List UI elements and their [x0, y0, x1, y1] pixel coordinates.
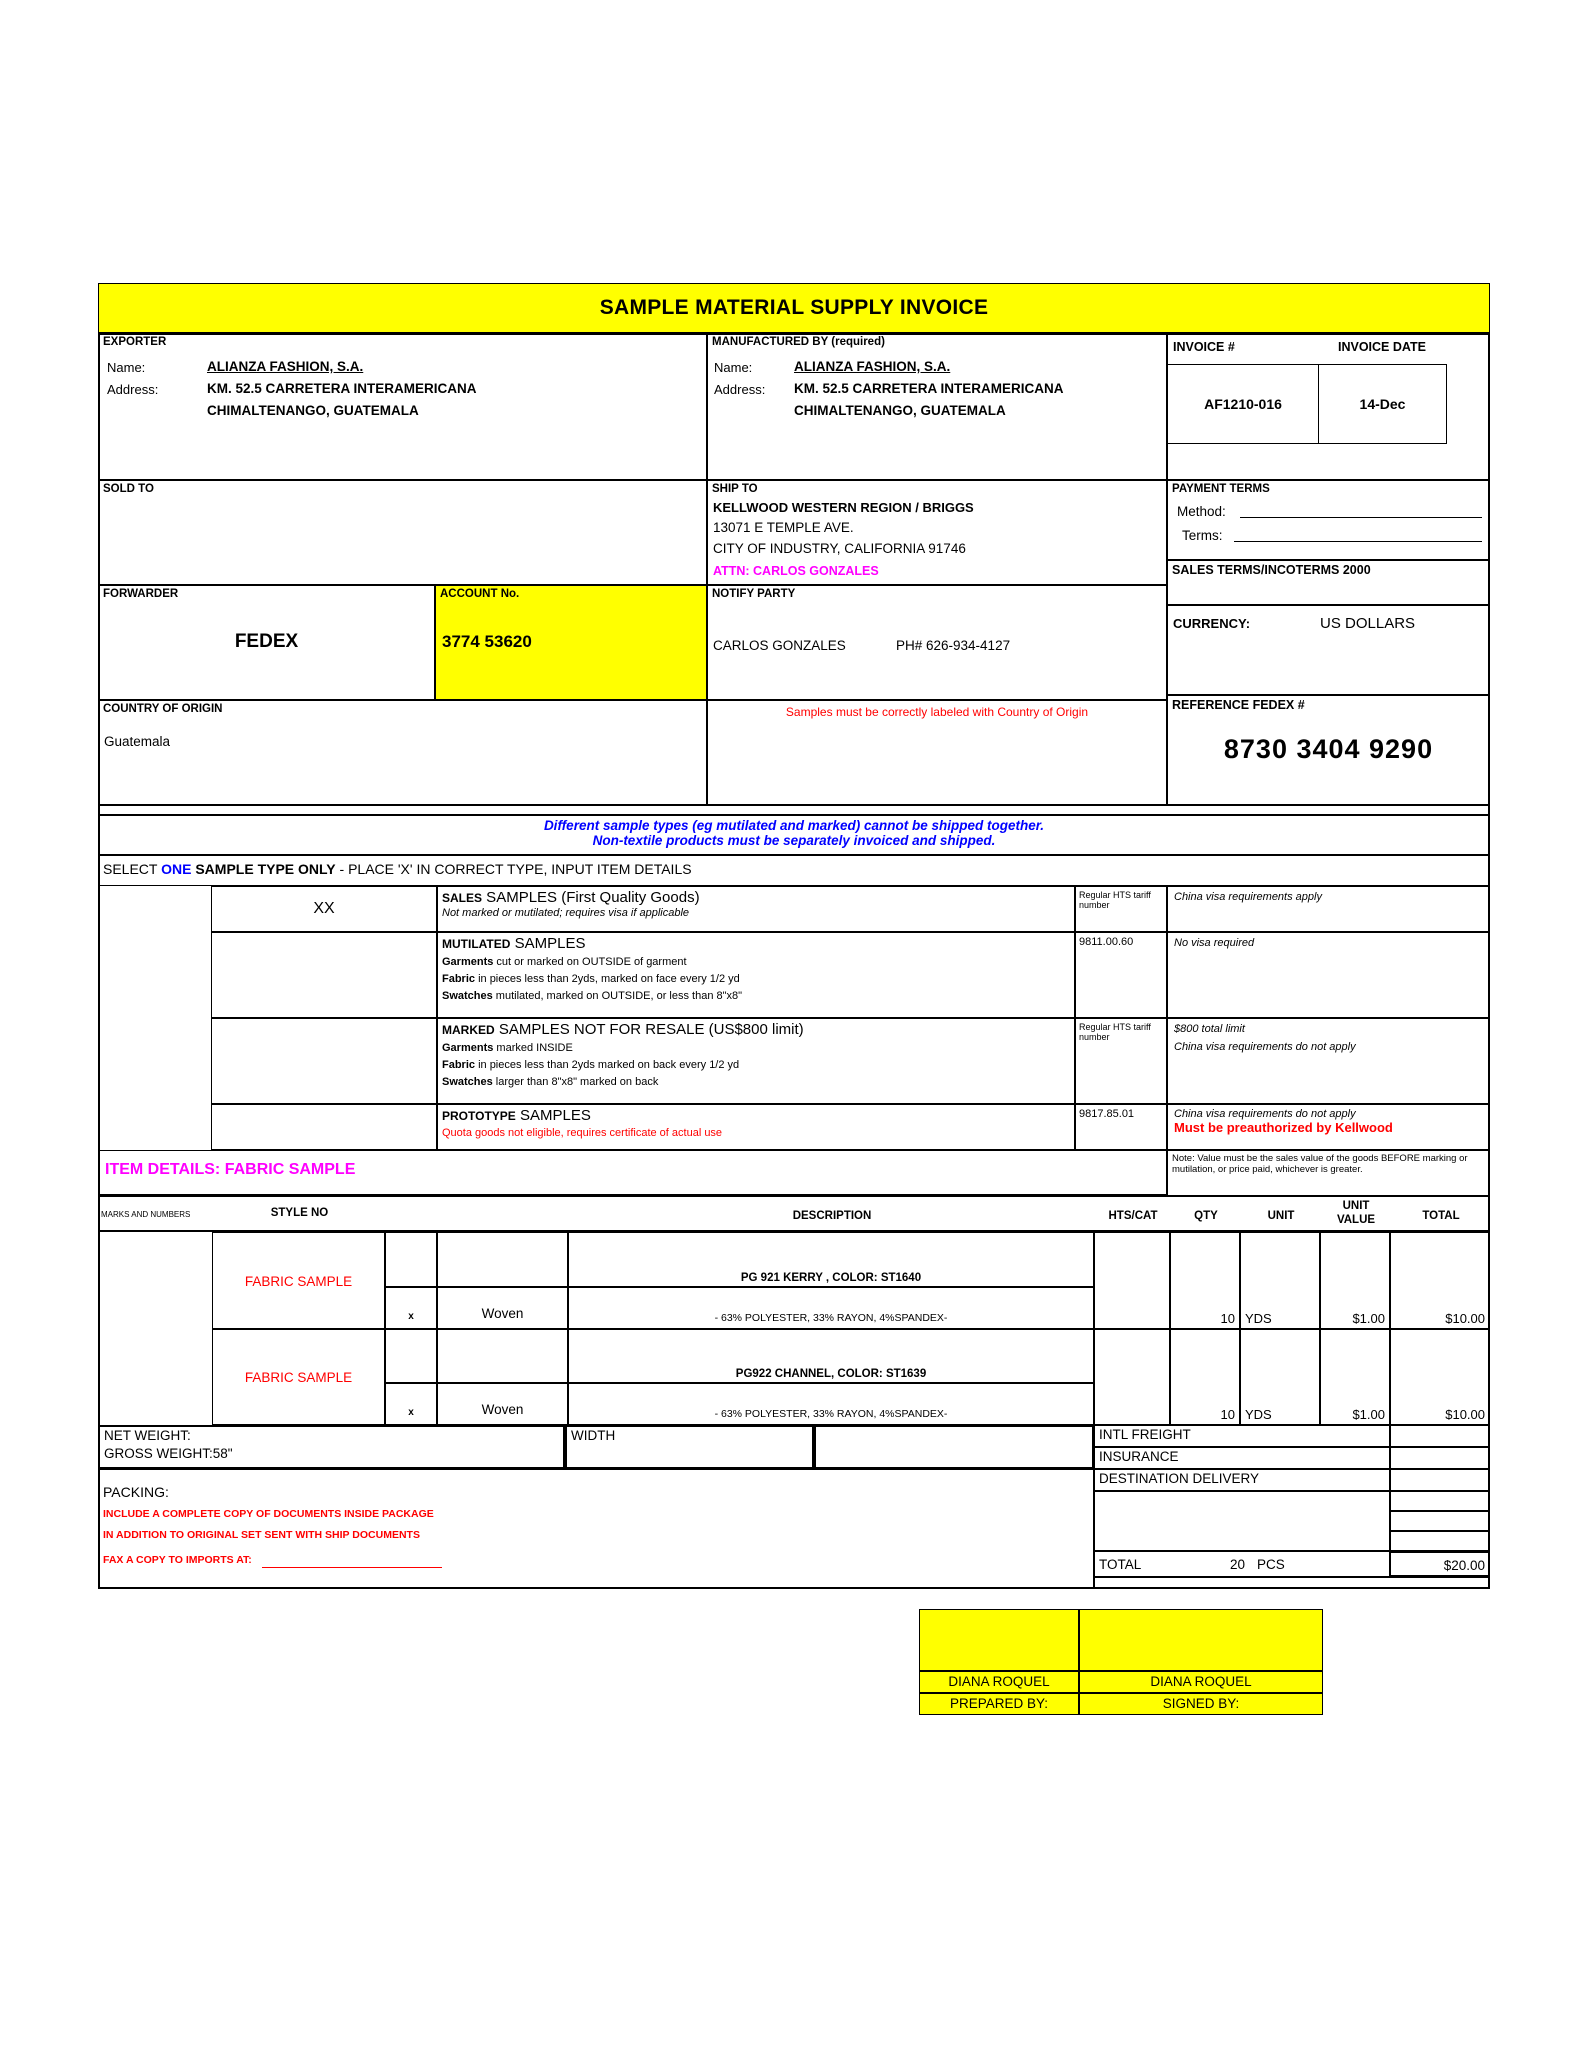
notify-party-section	[707, 585, 1167, 700]
prepared-by-name: DIANA ROQUEL	[919, 1671, 1079, 1693]
shipping-notices	[98, 815, 1490, 855]
notify-party-label: NOTIFY PARTY	[712, 588, 796, 600]
manufactured-by-label: MANUFACTURED BY (required)	[712, 336, 885, 348]
item-row1-mark: x	[385, 1287, 437, 1329]
header-unit-value-line1: UNIT	[1342, 1200, 1370, 1212]
sample-sales-hts-cell: Regular HTS tariff number	[1075, 886, 1167, 932]
payment-terms-value-label: Terms:	[1182, 528, 1223, 543]
country-of-origin-section	[98, 700, 707, 805]
sample-marked-line1-rest: marked INSIDE	[493, 1042, 573, 1054]
packing-line3: FAX A COPY TO IMPORTS AT:	[103, 1554, 252, 1566]
sample-prototype-warning: Quota goods not eligible, requires certificate of actual use	[442, 1127, 723, 1139]
payment-terms-section	[1167, 480, 1490, 560]
insurance-label: INSURANCE	[1094, 1447, 1390, 1469]
item-row1-name: PG 921 KERRY , COLOR: ST1640	[568, 1232, 1094, 1287]
country-of-origin-label: COUNTRY OF ORIGIN	[103, 703, 223, 715]
value-note-cell: Note: Value must be the sales value of the goods BEFORE marking or mutilation, or price paid, whichever is greater.	[1167, 1150, 1490, 1196]
payment-terms-label: PAYMENT TERMS	[1172, 483, 1270, 495]
width-value-cell	[814, 1425, 1094, 1469]
charges-extra-value-2	[1390, 1511, 1490, 1531]
sample-marked-line2-rest: in pieces less than 2yds marked on back every 1/2 yd	[475, 1059, 740, 1071]
manufactured-name-label: Name:	[714, 360, 753, 375]
sample-marked-line2-bold: Fabric	[442, 1059, 476, 1071]
sample-marked-title-rest: SAMPLES NOT FOR RESALE (US$800 limit)	[494, 1021, 804, 1038]
item-row2-unit-value: $1.00	[1320, 1329, 1390, 1425]
ship-to-section	[707, 480, 1167, 585]
packing-section	[98, 1469, 1094, 1589]
grand-total-unit: PCS	[1257, 1557, 1285, 1572]
document-title: SAMPLE MATERIAL SUPPLY INVOICE	[98, 283, 1490, 333]
sample-sales-title-rest: SAMPLES (First Quality Goods)	[482, 889, 700, 906]
sample-prototype-visa-line1: China visa requirements do not apply	[1174, 1108, 1356, 1120]
item-details-label: ITEM DETAILS: FABRIC SAMPLE	[105, 1161, 356, 1178]
spacer-strip	[98, 805, 1490, 815]
sales-terms-section	[1167, 560, 1490, 605]
forwarder-section	[98, 585, 435, 700]
signed-by-name: DIANA ROQUEL	[1079, 1671, 1323, 1693]
header-unit-value-line2: VALUE	[1336, 1214, 1376, 1226]
grand-total-qty: 20	[1230, 1557, 1246, 1572]
weights-cell	[98, 1425, 565, 1469]
sample-marked-visa-line2: China visa requirements do not apply	[1174, 1041, 1356, 1053]
reference-fedex-value: 8730 3404 9290	[1223, 734, 1434, 764]
sample-sales-note: Not marked or mutilated; requires visa if applicable	[442, 907, 690, 919]
packing-line1: INCLUDE A COMPLETE COPY OF DOCUMENTS INSIDE PACKAGE	[103, 1508, 434, 1520]
notify-party-name: CARLOS GONZALES	[713, 638, 846, 653]
net-weight-label: NET WEIGHT:	[104, 1428, 191, 1443]
header-total: TOTAL	[1422, 1210, 1460, 1222]
ship-to-address-line1: 13071 E TEMPLE AVE.	[713, 520, 854, 535]
reference-fedex-label: REFERENCE FEDEX #	[1172, 698, 1305, 712]
payment-method-input[interactable]	[1240, 505, 1482, 518]
header-marks: MARKS AND NUMBERS	[101, 1210, 191, 1219]
ship-to-label: SHIP TO	[712, 483, 758, 495]
ship-to-company: KELLWOOD WESTERN REGION / BRIGGS	[713, 500, 974, 515]
sample-mutilated-description-cell	[437, 932, 1075, 1018]
account-number-value: 3774 53620	[442, 632, 532, 651]
item-row2-mark: x	[385, 1383, 437, 1425]
packing-line2: IN ADDITION TO ORIGINAL SET SENT WITH SHIP DOCUMENTS	[103, 1529, 420, 1541]
item-row1-qty: 10	[1170, 1232, 1240, 1329]
sample-mutilated-line2-bold: Fabric	[442, 973, 476, 985]
intl-freight-value	[1390, 1425, 1490, 1447]
sample-prototype-title-rest: SAMPLES	[515, 1107, 591, 1124]
exporter-section	[98, 333, 707, 480]
item-row2-name: PG922 CHANNEL, COLOR: ST1639	[568, 1329, 1094, 1383]
sample-mutilated-line1-bold: Garments	[442, 956, 494, 968]
payment-method-label: Method:	[1177, 504, 1226, 519]
exporter-address-line1: KM. 52.5 CARRETERA INTERAMERICANA	[207, 381, 477, 396]
header-qty: QTY	[1194, 1210, 1218, 1222]
sample-sales-visa-cell: China visa requirements apply	[1167, 886, 1490, 932]
manufactured-address-label: Address:	[714, 382, 766, 397]
prepared-by-label: PREPARED BY:	[919, 1693, 1079, 1715]
grand-total-label: TOTAL	[1099, 1557, 1142, 1572]
sample-mutilated-title-bold: MUTILATED	[442, 937, 511, 951]
charges-extra-value-1	[1390, 1491, 1490, 1511]
sold-to-label: SOLD TO	[103, 483, 154, 495]
item-row2-total: $10.00	[1390, 1329, 1490, 1425]
invoice-date-value: 14-Dec	[1318, 364, 1447, 444]
manufactured-address-line2: CHIMALTENANGO, GUATEMALA	[794, 403, 1006, 418]
exporter-label: EXPORTER	[103, 336, 167, 348]
reference-fedex-section	[1167, 695, 1490, 805]
manufactured-address-line1: KM. 52.5 CARRETERA INTERAMERICANA	[794, 381, 1064, 396]
item-table-header	[98, 1196, 1490, 1232]
sample-prototype-visa-cell	[1167, 1104, 1490, 1150]
destination-delivery-value	[1390, 1469, 1490, 1491]
select-instruction-row	[98, 855, 1490, 886]
invoice-document	[98, 283, 1490, 1723]
ship-to-address-line2: CITY OF INDUSTRY, CALIFORNIA 91746	[713, 541, 966, 556]
sample-mutilated-title-rest: SAMPLES	[510, 935, 586, 952]
width-cell: WIDTH	[565, 1425, 814, 1469]
sold-to-section	[98, 480, 707, 585]
grand-total-row	[1094, 1551, 1390, 1577]
select-instruction-one: ONE	[161, 861, 192, 877]
exporter-name: ALIANZA FASHION, S.A.	[207, 359, 364, 374]
origin-warning-text: Samples must be correctly labeled with Country of Origin	[785, 705, 1089, 719]
account-number-label: ACCOUNT No.	[440, 588, 520, 600]
item-row1-total: $10.00	[1390, 1232, 1490, 1329]
sample-marked-title-bold: MARKED	[442, 1023, 495, 1037]
invoice-date-label: INVOICE DATE	[1338, 340, 1426, 354]
payment-terms-input[interactable]	[1234, 529, 1482, 542]
item-row1-type-top-cell	[437, 1232, 568, 1287]
item-row2-type: Woven	[437, 1383, 568, 1425]
sample-mutilated-selection-cell[interactable]	[211, 932, 437, 1018]
sample-mutilated-hts-cell: 9811.00.60	[1075, 932, 1167, 1018]
currency-value: US DOLLARS	[1320, 615, 1416, 632]
forwarder-label: FORWARDER	[103, 588, 179, 600]
header-description: DESCRIPTION	[792, 1210, 872, 1222]
sample-marked-visa-line1: $800 total limit	[1174, 1023, 1245, 1035]
currency-label: CURRENCY:	[1173, 616, 1251, 631]
sample-prototype-hts-cell: 9817.85.01	[1075, 1104, 1167, 1150]
header-unit: UNIT	[1267, 1210, 1295, 1222]
item-details-band	[98, 1150, 1167, 1196]
item-row2-composition: - 63% POLYESTER, 33% RAYON, 4%SPANDEX-	[568, 1383, 1094, 1425]
invoice-number-value: AF1210-016	[1167, 364, 1319, 444]
manufactured-by-section	[707, 333, 1167, 480]
country-of-origin-value: Guatemala	[104, 734, 171, 749]
notice-line-1: Different sample types (eg mutilated and marked) cannot be shipped together.	[543, 818, 1045, 833]
packing-label: PACKING:	[103, 1484, 169, 1500]
sample-prototype-visa-red: Must be preauthorized by Kellwood	[1174, 1120, 1393, 1135]
origin-warning-cell	[707, 700, 1167, 805]
forwarder-value: FEDEX	[234, 631, 299, 652]
sample-mutilated-line3-rest: mutilated, marked on OUTSIDE, or less than 8"x8"	[492, 990, 743, 1002]
account-number-section	[435, 585, 707, 700]
manufactured-name: ALIANZA FASHION, S.A.	[794, 359, 951, 374]
header-style: STYLE NO	[270, 1207, 329, 1219]
currency-section	[1167, 605, 1490, 695]
select-instruction-part4: - PLACE 'X' IN CORRECT TYPE, INPUT ITEM DETAILS	[335, 861, 692, 877]
sample-marked-hts-cell: Regular HTS tariff number	[1075, 1018, 1167, 1104]
invoice-header-section	[1167, 333, 1490, 480]
intl-freight-label: INTL FREIGHT	[1094, 1425, 1390, 1447]
signed-by-label: SIGNED BY:	[1079, 1693, 1323, 1715]
sales-terms-label: SALES TERMS/INCOTERMS 2000	[1172, 563, 1371, 577]
notify-party-phone: PH# 626-934-4127	[896, 638, 1011, 653]
sample-sales-description-cell	[437, 886, 1075, 932]
sample-marked-line3-bold: Swatches	[442, 1076, 493, 1088]
totals-bottom-strip	[1094, 1577, 1490, 1589]
fax-number-input[interactable]	[262, 1555, 442, 1568]
sample-prototype-description-cell	[437, 1104, 1075, 1150]
ship-to-attn: ATTN: CARLOS GONZALES	[713, 564, 879, 578]
gross-weight-label: GROSS WEIGHT:58"	[104, 1446, 233, 1461]
prepared-by-signature-area[interactable]	[919, 1609, 1079, 1671]
marks-column-cell	[98, 1232, 212, 1425]
header-hts: HTS/CAT	[1108, 1210, 1158, 1222]
notice-line-2: Non-textile products must be separately invoiced and shipped.	[592, 833, 996, 848]
sample-mutilated-visa-cell: No visa required	[1167, 932, 1490, 1018]
item-row1-composition: - 63% POLYESTER, 33% RAYON, 4%SPANDEX-	[568, 1287, 1094, 1329]
item-row2-unit: YDS	[1240, 1329, 1320, 1425]
charges-extra-value-3	[1390, 1531, 1490, 1551]
item-row2-type-top-cell	[437, 1329, 568, 1383]
destination-delivery-label: DESTINATION DELIVERY	[1094, 1469, 1390, 1491]
select-instruction-part3: SAMPLE TYPE ONLY	[191, 861, 336, 877]
exporter-address-label: Address:	[107, 382, 159, 397]
item-row2-hts	[1094, 1329, 1170, 1425]
grand-total-amount: $20.00	[1390, 1551, 1490, 1577]
exporter-name-label: Name:	[107, 360, 146, 375]
item-row1-unit-value: $1.00	[1320, 1232, 1390, 1329]
insurance-value	[1390, 1447, 1490, 1469]
sample-marked-description-cell	[437, 1018, 1075, 1104]
item-row2-qty: 10	[1170, 1329, 1240, 1425]
sample-marked-visa-cell	[1167, 1018, 1490, 1104]
item-row1-unit: YDS	[1240, 1232, 1320, 1329]
signed-by-signature-area[interactable]	[1079, 1609, 1323, 1671]
sample-mutilated-line1-rest: cut or marked on OUTSIDE of garment	[493, 956, 687, 968]
sample-mutilated-line3-bold: Swatches	[442, 990, 493, 1002]
item-row1-style: FABRIC SAMPLE	[212, 1232, 385, 1329]
charges-spacer-cell	[1094, 1491, 1390, 1551]
sample-prototype-selection-cell[interactable]	[211, 1104, 437, 1150]
sample-sales-title-bold: SALES	[442, 891, 483, 905]
item-row2-style: FABRIC SAMPLE	[212, 1329, 385, 1425]
sample-mutilated-line2-rest: in pieces less than 2yds, marked on face every 1/2 yd	[475, 973, 740, 985]
item-row1-mark-top-cell	[385, 1232, 437, 1287]
item-row1-hts	[1094, 1232, 1170, 1329]
item-row2-mark-top-cell	[385, 1329, 437, 1383]
sample-marked-line1-bold: Garments	[442, 1042, 494, 1054]
sample-sales-selection-cell[interactable]: XX	[211, 886, 437, 932]
sample-prototype-title-bold: PROTOTYPE	[442, 1109, 516, 1123]
item-row1-type: Woven	[437, 1287, 568, 1329]
invoice-number-label: INVOICE #	[1173, 340, 1235, 354]
select-instruction-part1: SELECT	[103, 861, 162, 877]
exporter-address-line2: CHIMALTENANGO, GUATEMALA	[207, 403, 419, 418]
sample-marked-selection-cell[interactable]	[211, 1018, 437, 1104]
sample-marked-line3-rest: larger than 8"x8" marked on back	[492, 1076, 659, 1088]
